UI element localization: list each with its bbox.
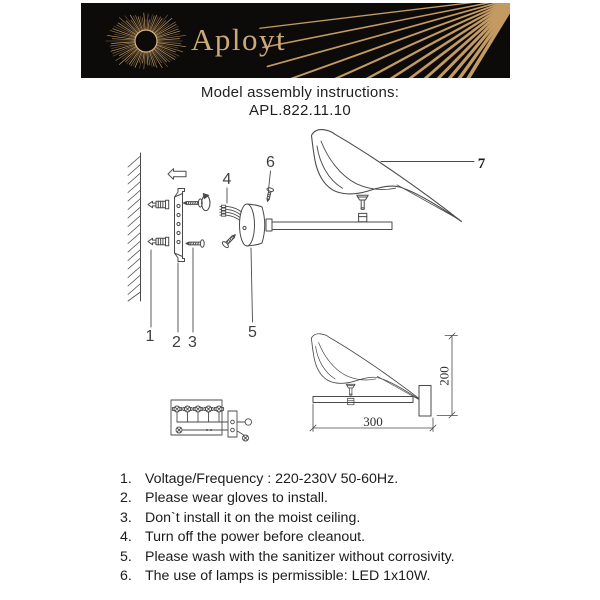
canister-screw [264,187,274,202]
part-label-4: 4 [222,171,232,188]
wall-hatch [128,153,141,301]
page-title: Model assembly instructions: [200,84,400,101]
dimension-diagram [310,333,458,432]
item-number: 4. [120,529,132,546]
assembly-diagram [0,120,600,455]
item-text: Please wear gloves to install. [145,490,328,507]
item-number: 3. [120,509,132,526]
bird-lamp-dimension [311,334,427,405]
list-item [120,509,590,528]
ground-terminal [243,435,249,441]
brand-logo-text: Aployt [191,22,287,57]
list-item [120,470,590,489]
item-number: 2. [120,490,132,507]
starburst-icon [106,13,186,69]
item-text: The use of lamps is permissible: LED 1x10W. [145,568,431,585]
dim-height-label: 200 [436,366,452,386]
list-item [120,528,590,547]
list-item [120,567,590,586]
bracket-screw [186,240,204,248]
item-number: 1. [120,471,132,487]
part-label-7: 7 [477,156,486,172]
item-text: Turn off the power before cleanout. [145,529,366,546]
item-text: Please wash with the sanitizer without corrosivity. [145,548,455,565]
dim-width-label: 300 [363,414,383,429]
list-item [120,548,590,567]
brand-banner [81,3,510,78]
dimension-lamp-arm [313,397,413,403]
item-text: Voltage/Frequency : 220-230V 50-60Hz. [145,471,399,487]
part-label-6: 6 [266,154,275,171]
part-label-5: 5 [248,324,257,341]
mounting-bracket [175,189,185,262]
wall-plate [419,386,431,417]
wall-anchor-top [148,200,169,209]
wiring-diagram [171,400,252,441]
item-number: 6. [120,568,132,585]
wall-anchor-bottom [148,237,169,246]
angled-screw [221,232,238,249]
item-number: 5. [120,548,132,565]
part-label-2: 2 [172,334,181,351]
list-item [120,489,590,508]
lamp-arm [272,222,392,230]
instructions-list [120,470,590,586]
direction-arrow-icon [168,169,186,180]
rotation-screw [184,194,211,211]
bird-lamp-main [312,130,462,222]
lamp-terminal [245,419,251,425]
part-label-3: 3 [188,334,197,351]
rays-fan-icon [260,3,510,78]
item-text: Don`t install it on the moist ceiling. [145,509,361,526]
mounting-canister [240,204,273,246]
model-number: APL.822.11.10 [248,102,352,119]
banner-decoration [81,3,510,78]
leader-lines [151,162,474,333]
part-label-1: 1 [145,328,155,345]
